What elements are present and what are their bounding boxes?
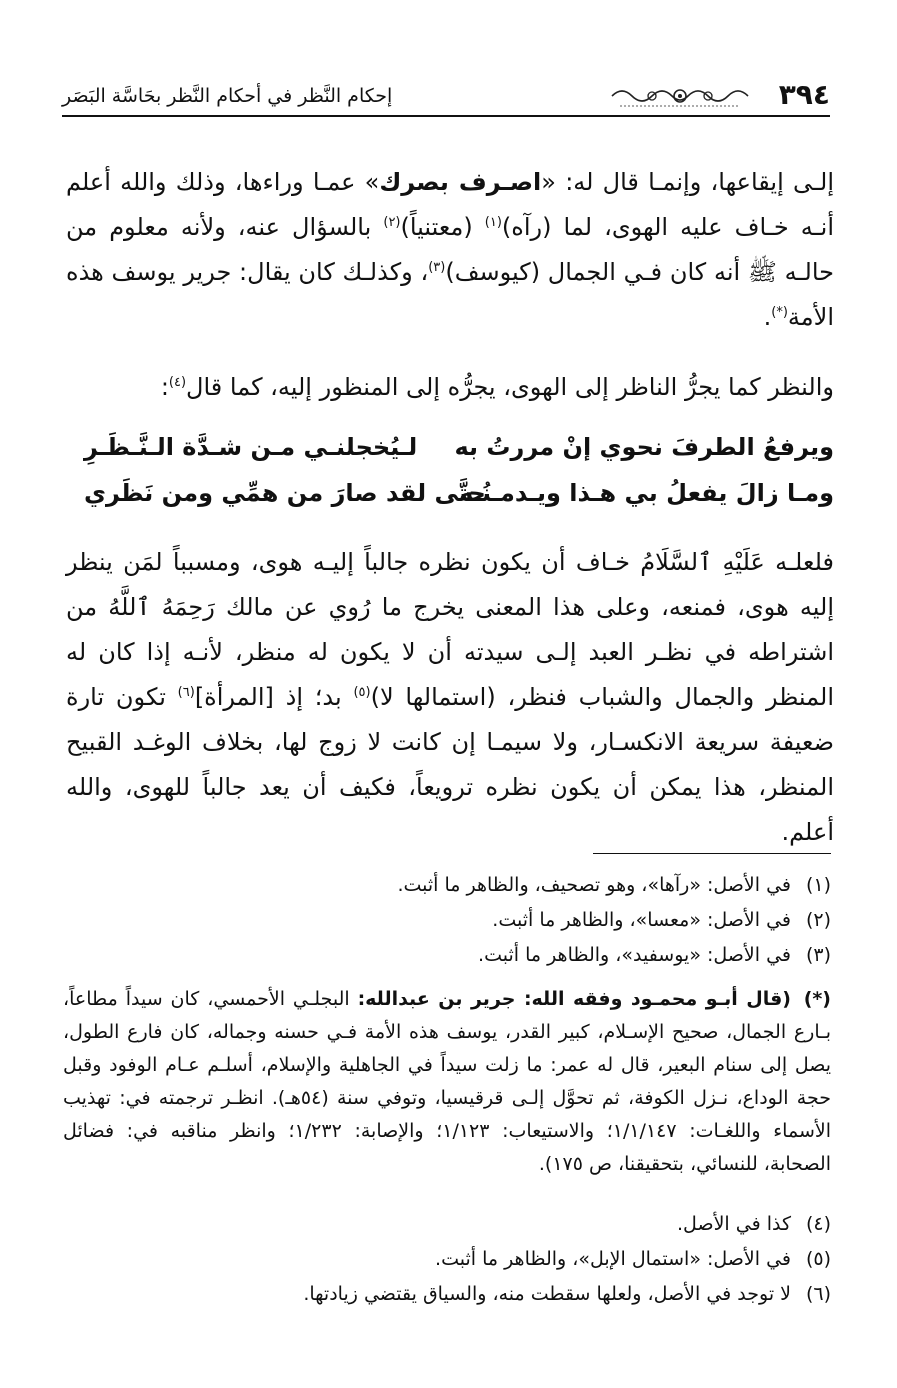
footnote-1	[63, 868, 831, 902]
verse-first-hemistich: ويرفعُ الطرفَ نحوي إنْ مررتُ به	[454, 433, 834, 461]
footnote-text: لا توجد في الأصل، ولعلها سقطت منه، والسياق يقتضي زيادتها.	[303, 1283, 791, 1305]
footnote-ref: (١)	[484, 215, 502, 230]
running-title: إحكام النَّظر في أحكام النَّظر بحَاسَّة البَصَر	[62, 85, 393, 107]
footnote-3	[63, 938, 831, 972]
footnote-number: (٥)	[805, 1248, 831, 1270]
text-run: فلعلـه عَلَيْهِ ٱلسَّلَامُ خـاف أن يكون نظره جالباً إليـه هوى، ومسبباً لمَن ينظر إليه هوى، فمنعه، وعلى هذا المعنى يخرج ما رُوي عن مالك رَحِمَهُ ٱللَّهُ من اشتراطه في نظـر العبد إلـى سيدته أن لا يكون له منظر، لأنـه إذا كان له المنظر والجمال والشباب فنظر، (استمالها لا)	[66, 548, 835, 711]
footnote-text: في الأصل: «معسا»، والظاهر ما أثبت.	[492, 909, 791, 931]
text-run: :	[160, 373, 169, 401]
text-run: إلـى إيقاعها، وإنمـا قال له: «	[541, 168, 834, 196]
text-run: .	[763, 303, 772, 331]
footnote-ref: (٦)	[177, 685, 195, 700]
footnote-text: في الأصل: «يوسفيد»، والظاهر ما أثبت.	[478, 944, 791, 966]
footnote-number: (٢)	[805, 909, 831, 931]
footnote-lead: (قال أبـو محمـود وفقه الله: جرير بن عبدالله:	[357, 988, 791, 1010]
footnote-ref: (٤)	[168, 375, 187, 390]
paragraph-3	[66, 540, 834, 855]
footnote-text: في الأصل: «رآها»، وهو تصحيف، والظاهر ما أثبت.	[397, 874, 791, 896]
footnote-number: (١)	[805, 874, 831, 896]
text-run: بد؛ إذ [المرأة]	[194, 683, 354, 711]
footnote-text: البجلـي الأحمسي، كان سيداً مطاعاً، بـارع الجمال، صحيح الإسـلام، كبير القدر، يوسف هذه الأمة فـي حسنه وجماله، كان فارع الطول، يصل إلى سنام البعير، قال له عمر: ما زلت سيداً في الجاهلية والإسلام، أسلـم عـام الوفود وقبل حجة الوداع، نـزل الكوفة، ثم تحوَّل إلـى قرقيسيا، وتوفي سنة (٥٤هـ). انظـر ترجمته في: تهذيب الأسماء واللغـات: ١/١/١٤٧؛ والاستيعاب: ١/١٢٣؛ والإصابة: ١/٢٣٢؛ وانظر مناقبه في: فضائل الصحابة، للنسائي، بتحقيقنا، ص ١٧٥).	[63, 988, 831, 1175]
verse-second-hemistich: لـيُخجلنـي مـن شـدَّة الـنَّـظَـرِ	[84, 433, 418, 461]
text-run: ، وكذلـك كان يقال: جرير يوسف هذه الأمة	[66, 258, 834, 331]
footnote-ref: (*)	[771, 305, 788, 320]
text-run: والنظر كما يجرُّ الناظر إلى الهوى، يجرُّه إلى المنظور إليه، كما قال	[186, 373, 834, 401]
footnote-2	[63, 903, 831, 937]
verse-line	[66, 470, 834, 516]
text-run: بالسؤال عنه، ولأنه معلوم من حالـه ﷺ أنه كان فـي الجمال (كيوسف)	[66, 213, 834, 286]
footnote-4	[63, 1207, 831, 1241]
footnote-number: (٣)	[805, 944, 831, 966]
footnote-star	[63, 983, 831, 1181]
footnote-6	[63, 1277, 831, 1311]
footnote-number: (٦)	[805, 1283, 831, 1305]
text-run: (معتنياً)	[400, 213, 485, 241]
decorative-ornament-icon	[610, 84, 750, 108]
page-number: ٣٩٤	[778, 78, 830, 111]
text-run: » عمـا وراءها، وذلك والله أعلم أنـه خـاف عليه الهوى، لما (رآه)	[66, 168, 835, 241]
footnote-separator	[593, 853, 831, 854]
paragraph-1	[66, 160, 834, 340]
verse-line	[66, 424, 834, 470]
footnote-ref: (٣)	[428, 260, 446, 275]
verse-second-hemistich: حتَّى لقد صارَ من همِّي ومن نَظَري	[84, 479, 486, 507]
footnote-ref: (٥)	[353, 685, 371, 700]
page-header	[62, 78, 830, 112]
footnote-text: في الأصل: «استمال الإبل»، والظاهر ما أثبت.	[435, 1248, 791, 1270]
emphasis-text: اصـرف بصرك	[379, 168, 542, 196]
header-rule	[62, 115, 830, 117]
footnote-text: كذا في الأصل.	[677, 1213, 791, 1235]
footnote-5	[63, 1242, 831, 1276]
footnote-ref: (٢)	[383, 215, 401, 230]
verse-first-hemistich: ومـا زالَ يفعلُ بي هـذا ويـدمـنُـه	[459, 479, 834, 507]
footnote-number: (*)	[803, 988, 831, 1010]
paragraph-2	[66, 365, 834, 410]
footnote-number: (٤)	[805, 1213, 831, 1235]
text-run: تكون تارة ضعيفة سريعة الانكسـار، ولا سيمـا إن كانت لا زوج لها، بخلاف الوغـد القبيح المنظر، هذا يمكن أن يكون نظره ترويعاً، فكيف أن يعد جالباً للهوى، والله أعلم.	[66, 683, 834, 846]
